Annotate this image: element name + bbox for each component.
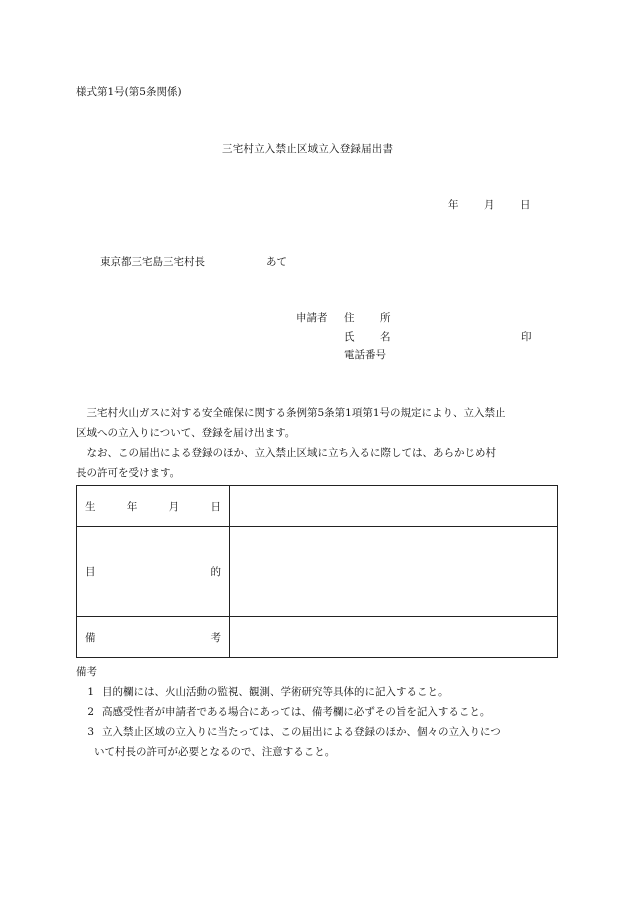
purpose-row: [77, 527, 558, 617]
document-title: 三宅村立入禁止区域立入登録届出書: [222, 143, 394, 155]
note-item-continuation: [76, 742, 558, 762]
note-item: [76, 682, 558, 702]
date-day-label: 日: [520, 199, 531, 211]
remarks-char-2: 考: [210, 631, 221, 644]
body-p1-line2: 区域への立入りについて、登録を届け出ます。: [76, 427, 296, 439]
birthdate-label-cell: [77, 486, 230, 527]
name-label-1: 氏: [344, 331, 355, 343]
entry-table: [76, 485, 558, 658]
name-label-2: 名: [380, 331, 391, 343]
remarks-row: [77, 617, 558, 658]
note-number: 3: [87, 726, 94, 738]
applicant-prefix: 申請者: [296, 312, 328, 324]
body-p2-line1: なお、この届出による登録のほか、立入禁止区域に立ち入るに際しては、あらかじめ村: [86, 447, 496, 459]
note-number: 1: [87, 686, 94, 698]
birthdate-char-3: 月: [168, 500, 180, 513]
purpose-char-1: 目: [85, 566, 96, 578]
seal-mark: 印: [521, 331, 532, 343]
notes-heading: 備考: [76, 666, 97, 678]
phone-label: 電話番号: [344, 349, 386, 361]
form-reference: 様式第1号(第5条関係): [76, 86, 182, 98]
body-p2-line2: 長の許可を受けます。: [76, 467, 181, 479]
note-text-continuation: いて村長の許可が必要となるので、注意すること。: [94, 746, 336, 758]
addressee-name: 東京都三宅島三宅村長: [100, 256, 205, 268]
note-text: 立入禁止区域の立入りに当たっては、この届出による登録のほか、個々の立入りにつ: [102, 726, 501, 738]
remarks-input-cell[interactable]: [230, 617, 558, 658]
note-text: 目的欄には、火山活動の監視、観測、学術研究等具体的に記入すること。: [102, 686, 449, 698]
address-label-2: 所: [380, 312, 391, 324]
birthdate-input-cell[interactable]: [230, 486, 558, 527]
remarks-label-cell: [77, 617, 230, 658]
birthdate-char-4: 日: [210, 500, 221, 513]
remarks-char-1: 備: [85, 631, 96, 644]
birthdate-char-1: 生: [85, 500, 96, 513]
body-text: [76, 403, 558, 483]
addressee-suffix: あて: [266, 256, 287, 268]
note-item: [76, 722, 558, 742]
body-p1-line1: 三宅村火山ガスに対する安全確保に関する条例第5条第1項第1号の規定により、立入禁止: [86, 407, 506, 419]
birthdate-row: [77, 486, 558, 527]
purpose-label-cell: [77, 527, 230, 617]
birthdate-char-2: 年: [126, 500, 138, 513]
date-year-label: 年: [448, 199, 459, 211]
address-label-1: 住: [344, 312, 355, 324]
notes-section: [76, 662, 558, 762]
note-text: 高感受性者が申請者である場合にあっては、備考欄に必ずその旨を記入すること。: [102, 706, 491, 718]
date-month-label: 月: [484, 199, 495, 211]
note-item: [76, 702, 558, 722]
purpose-input-cell[interactable]: [230, 527, 558, 617]
note-number: 2: [87, 706, 94, 718]
purpose-char-2: 的: [210, 566, 221, 578]
